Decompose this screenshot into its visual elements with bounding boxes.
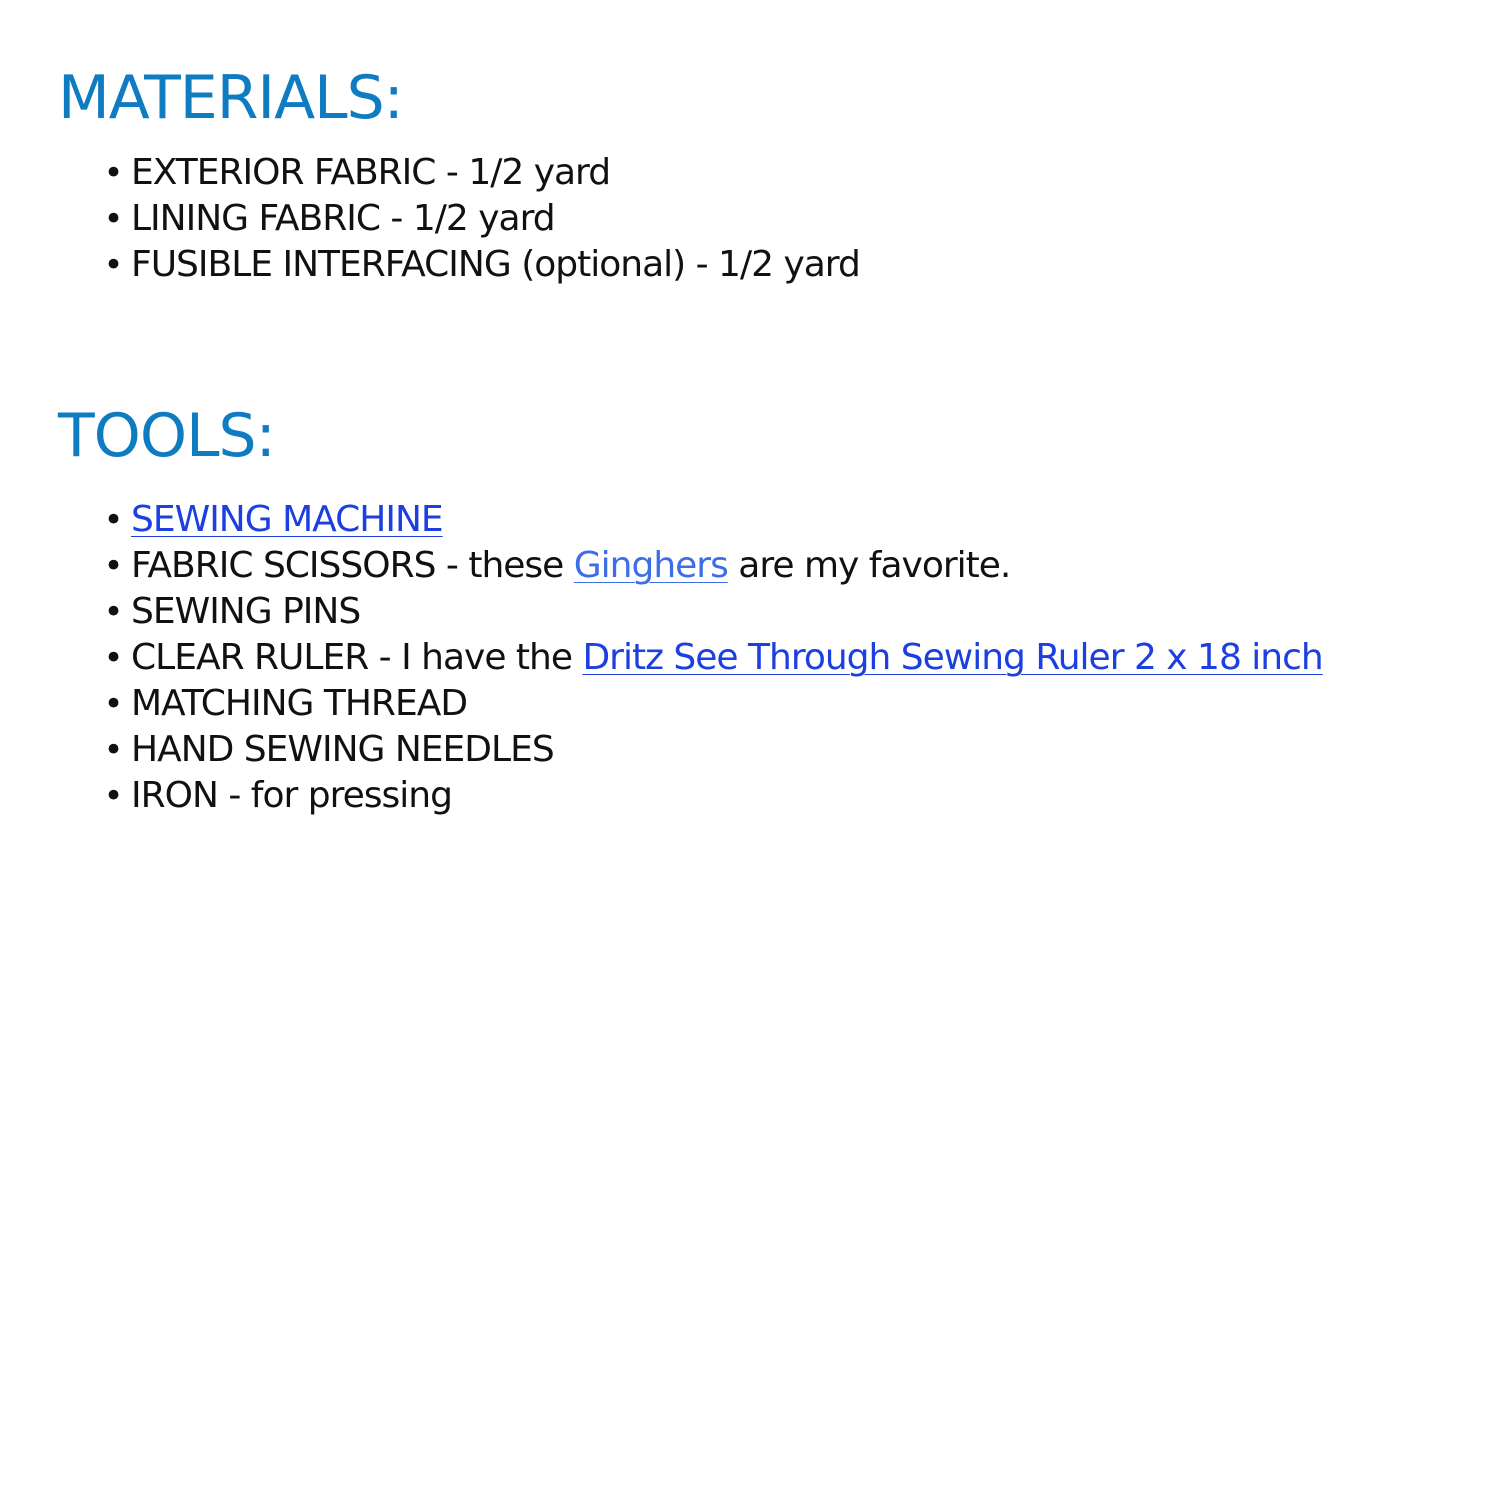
bullet-icon: • <box>103 730 123 770</box>
tool-text: are my favorite. <box>727 545 1011 586</box>
materials-list <box>0 150 860 288</box>
list-item <box>0 635 1323 681</box>
tool-label: FABRIC SCISSORS <box>131 545 436 586</box>
tool-label: HAND SEWING NEEDLES <box>131 729 554 770</box>
material-detail: - 1/2 yard <box>435 152 611 193</box>
list-item <box>0 681 1323 727</box>
material-label: FUSIBLE INTERFACING <box>131 244 511 285</box>
tool-label: IRON <box>131 775 218 816</box>
bullet-icon: • <box>103 199 123 239</box>
list-item <box>0 727 1323 773</box>
tools-heading: TOOLS: <box>58 401 275 471</box>
tool-text: - I have the <box>368 637 583 678</box>
list-item <box>0 589 1323 635</box>
bullet-icon: • <box>103 776 123 816</box>
list-item <box>0 196 860 242</box>
sewing-machine-link[interactable]: SEWING MACHINE <box>131 499 443 540</box>
bullet-icon: • <box>103 546 123 586</box>
list-item <box>0 242 860 288</box>
bullet-icon: • <box>103 638 123 678</box>
list-item <box>0 497 1323 543</box>
bullet-icon: • <box>103 500 123 540</box>
material-detail: (optional) - 1/2 yard <box>510 244 860 285</box>
ginghers-link[interactable]: Ginghers <box>573 545 728 586</box>
tool-text: - these <box>435 545 574 586</box>
list-item <box>0 150 860 196</box>
materials-heading: MATERIALS: <box>58 63 403 133</box>
material-detail: - 1/2 yard <box>379 198 555 239</box>
material-label: LINING FABRIC <box>131 198 380 239</box>
bullet-icon: • <box>103 153 123 193</box>
bullet-icon: • <box>103 684 123 724</box>
tool-text: - for pressing <box>217 775 452 816</box>
bullet-icon: • <box>103 245 123 285</box>
bullet-icon: • <box>103 592 123 632</box>
tools-list <box>0 497 1323 819</box>
tool-label: MATCHING THREAD <box>131 683 468 724</box>
dritz-ruler-link[interactable]: Dritz See Through Sewing Ruler 2 x 18 inch <box>582 637 1323 678</box>
list-item <box>0 773 1323 819</box>
list-item <box>0 543 1323 589</box>
material-label: EXTERIOR FABRIC <box>131 152 436 193</box>
tool-label: CLEAR RULER <box>131 637 369 678</box>
tool-label: SEWING PINS <box>131 591 361 632</box>
